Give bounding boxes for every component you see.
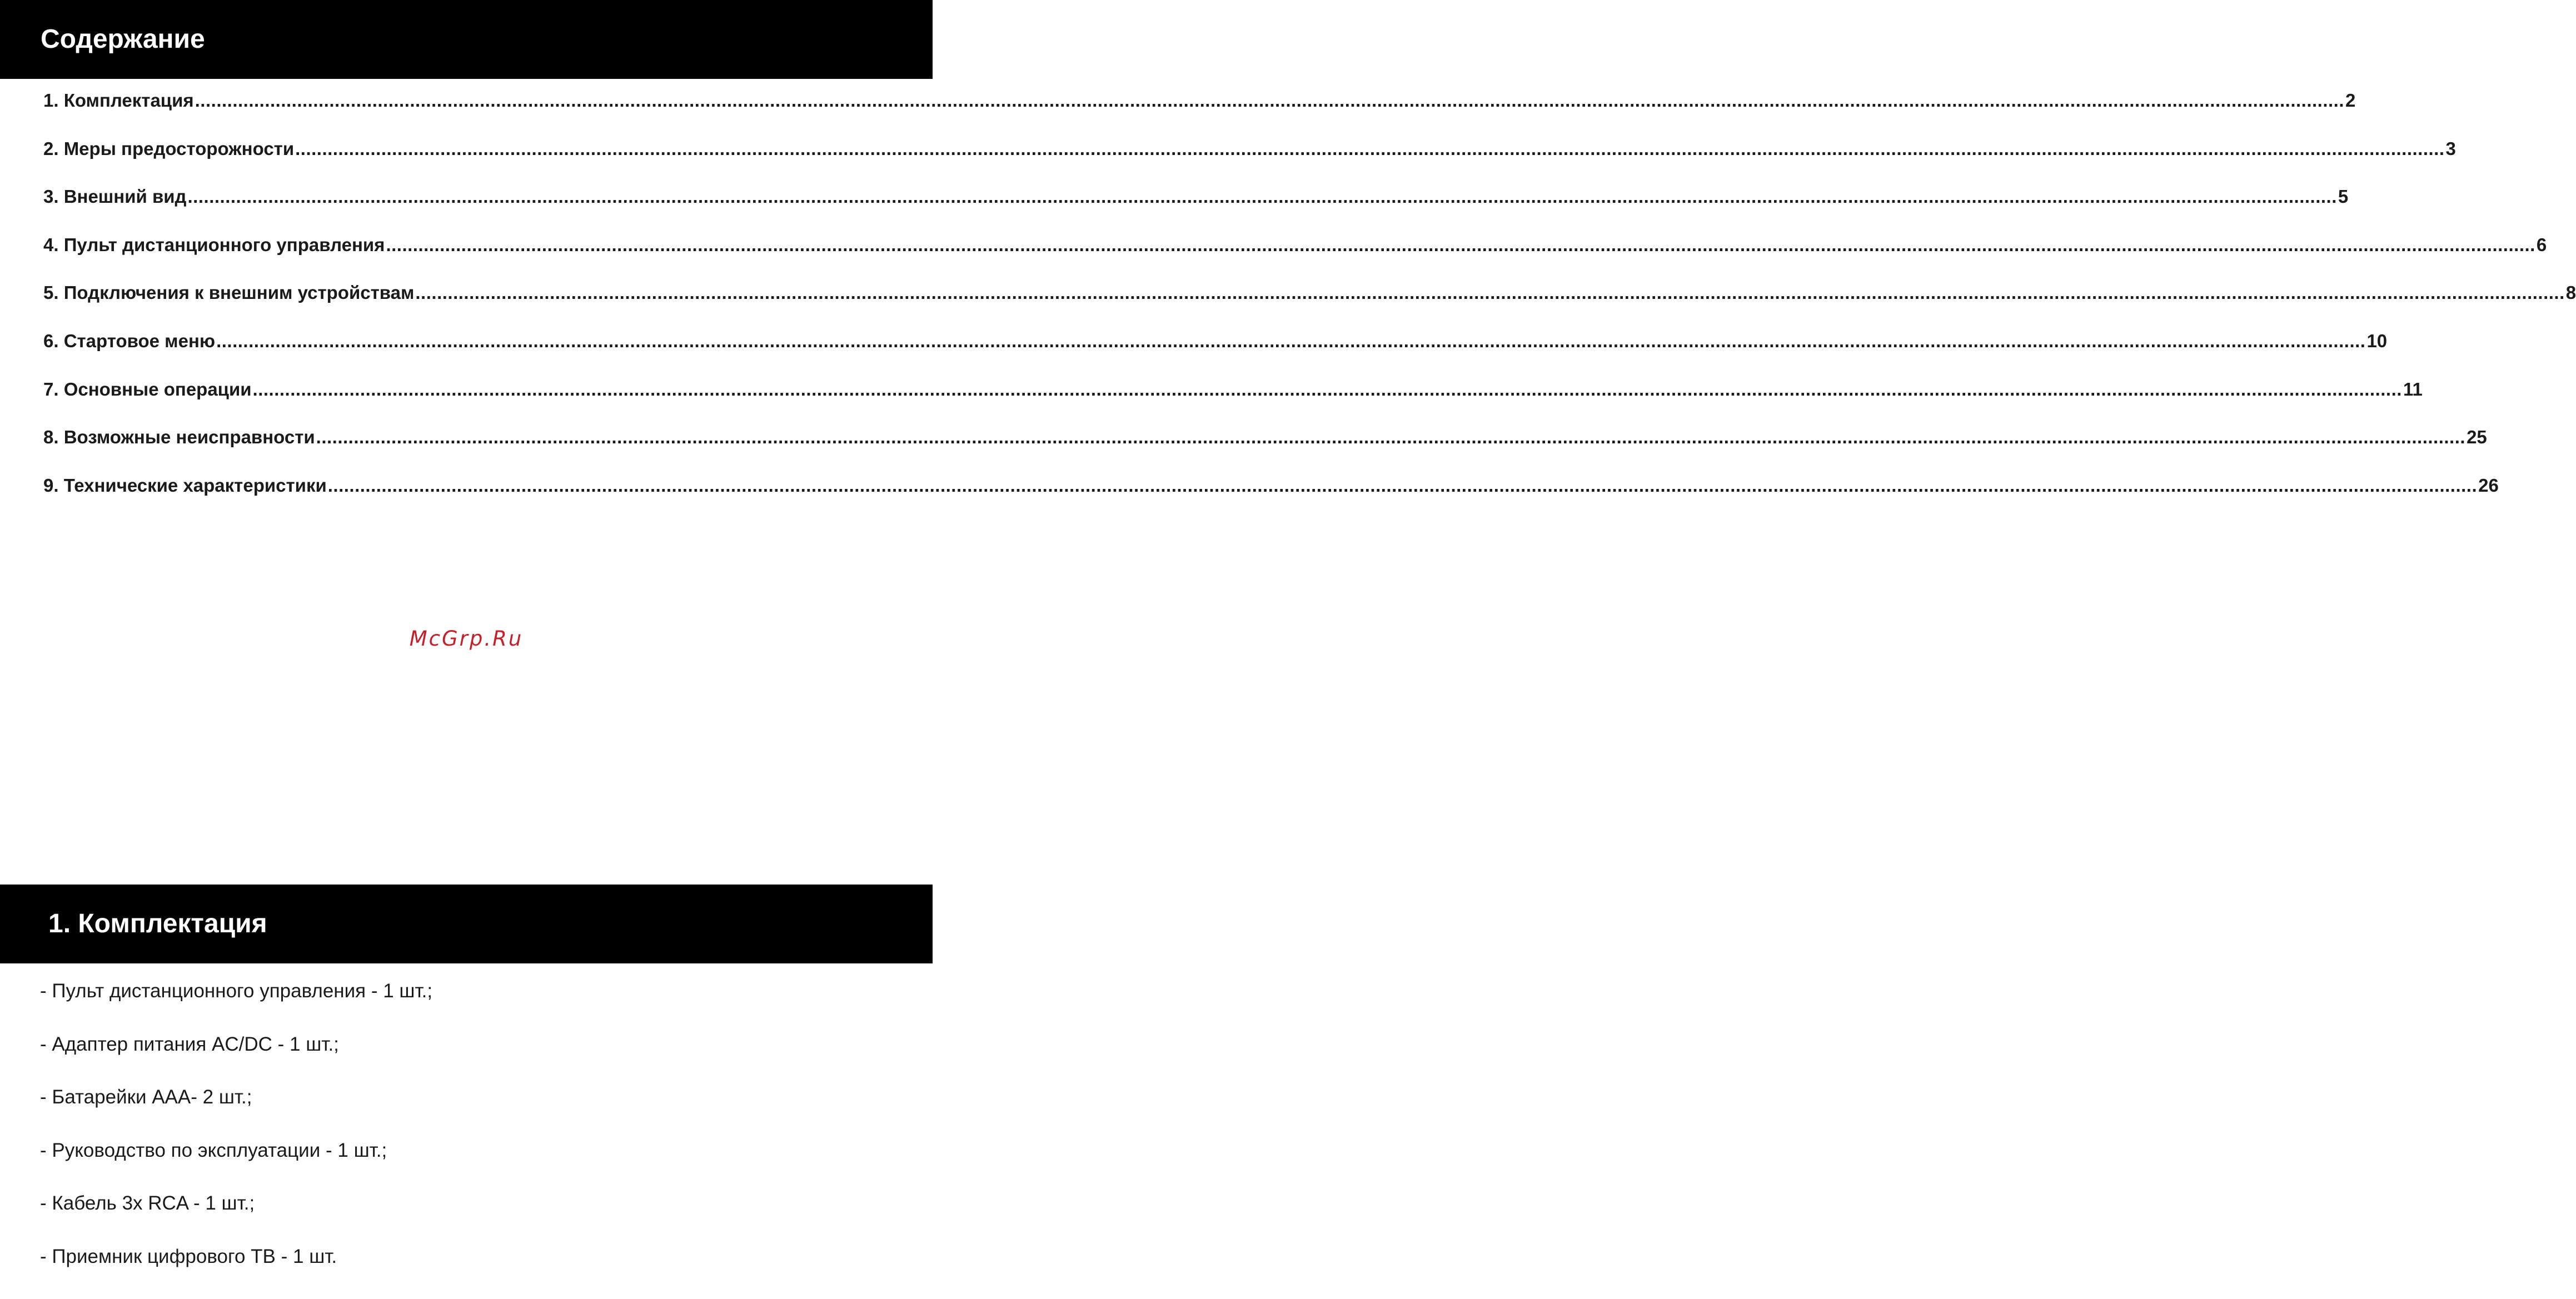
toc-entry-title: 1. Комплектация (43, 90, 194, 111)
kit-heading: 1. Комплектация (48, 909, 267, 938)
toc-entry-page: 3 (2445, 138, 2456, 159)
toc-leader-dots: ................................................................................................................................................................................................................................................................................................................................................................................................................ (316, 427, 2466, 448)
toc-entry-page: 2 (2345, 90, 2356, 111)
list-item: - Приемник цифрового ТВ - 1 шт. (40, 1245, 337, 1267)
toc-entry-page: 6 (2536, 234, 2547, 255)
list-item: - Пульт дистанционного управления - 1 шт.; (40, 980, 433, 1002)
toc-entry-page: 25 (2467, 427, 2487, 448)
toc-entry[interactable] (43, 474, 2499, 523)
toc-leader-dots: ................................................................................................................................................................................................................................................................................................................................................................................................................ (187, 186, 2337, 207)
toc-entry-title: 4. Пульт дистанционного управления (43, 234, 385, 255)
toc-leader-dots: ................................................................................................................................................................................................................................................................................................................................................................................................................ (415, 282, 2565, 303)
toc-entry[interactable] (43, 186, 2349, 234)
toc-entry-title: 2. Меры предосторожности (43, 138, 295, 159)
toc-entry[interactable] (43, 330, 2388, 379)
toc-entry[interactable] (43, 234, 2547, 283)
toc-entry[interactable] (43, 378, 2423, 427)
table-of-contents (43, 90, 2576, 523)
toc-entry-title: 8. Возможные неисправности (43, 427, 315, 448)
toc-entry-page: 8 (2565, 282, 2576, 303)
toc-header-bar (0, 0, 933, 79)
toc-entry-title: 5. Подключения к внешним устройствам (43, 282, 415, 303)
toc-entry-title: 6. Стартовое меню (43, 330, 216, 351)
toc-entry-page: 10 (2366, 330, 2388, 351)
toc-entry-page: 26 (2478, 474, 2499, 496)
toc-entry-page: 11 (2403, 378, 2423, 399)
kit-header-bar (0, 885, 933, 963)
toc-leader-dots: ................................................................................................................................................................................................................................................................................................................................................................................................................ (386, 234, 2535, 255)
list-item: - Адаптер питания AC/DC - 1 шт.; (40, 1033, 339, 1055)
toc-entry[interactable] (43, 427, 2487, 475)
list-item: - Руководство по эксплуатации - 1 шт.; (40, 1139, 387, 1161)
toc-entry[interactable] (43, 90, 2356, 138)
toc-entry[interactable] (43, 138, 2456, 187)
package-contents-list (40, 980, 432, 1299)
toc-leader-dots: ................................................................................................................................................................................................................................................................................................................................................................................................................ (195, 90, 2345, 111)
list-item: - Кабель 3х RCA - 1 шт.; (40, 1192, 255, 1215)
toc-leader-dots: ................................................................................................................................................................................................................................................................................................................................................................................................................ (252, 378, 2402, 399)
toc-heading: Содержание (41, 24, 205, 54)
toc-leader-dots: ................................................................................................................................................................................................................................................................................................................................................................................................................ (295, 138, 2445, 159)
toc-entry-page: 5 (2338, 186, 2349, 207)
watermark-text: McGrp.Ru (409, 627, 524, 651)
toc-entry-title: 9. Технические характеристики (43, 474, 327, 496)
toc-entry-title: 3. Внешний вид (43, 186, 187, 207)
list-item: - Батарейки AAA- 2 шт.; (40, 1086, 252, 1108)
toc-leader-dots: ................................................................................................................................................................................................................................................................................................................................................................................................................ (216, 330, 2366, 351)
toc-leader-dots: ................................................................................................................................................................................................................................................................................................................................................................................................................ (327, 474, 2478, 496)
toc-entry[interactable] (43, 282, 2576, 331)
toc-entry-title: 7. Основные операции (43, 378, 252, 399)
